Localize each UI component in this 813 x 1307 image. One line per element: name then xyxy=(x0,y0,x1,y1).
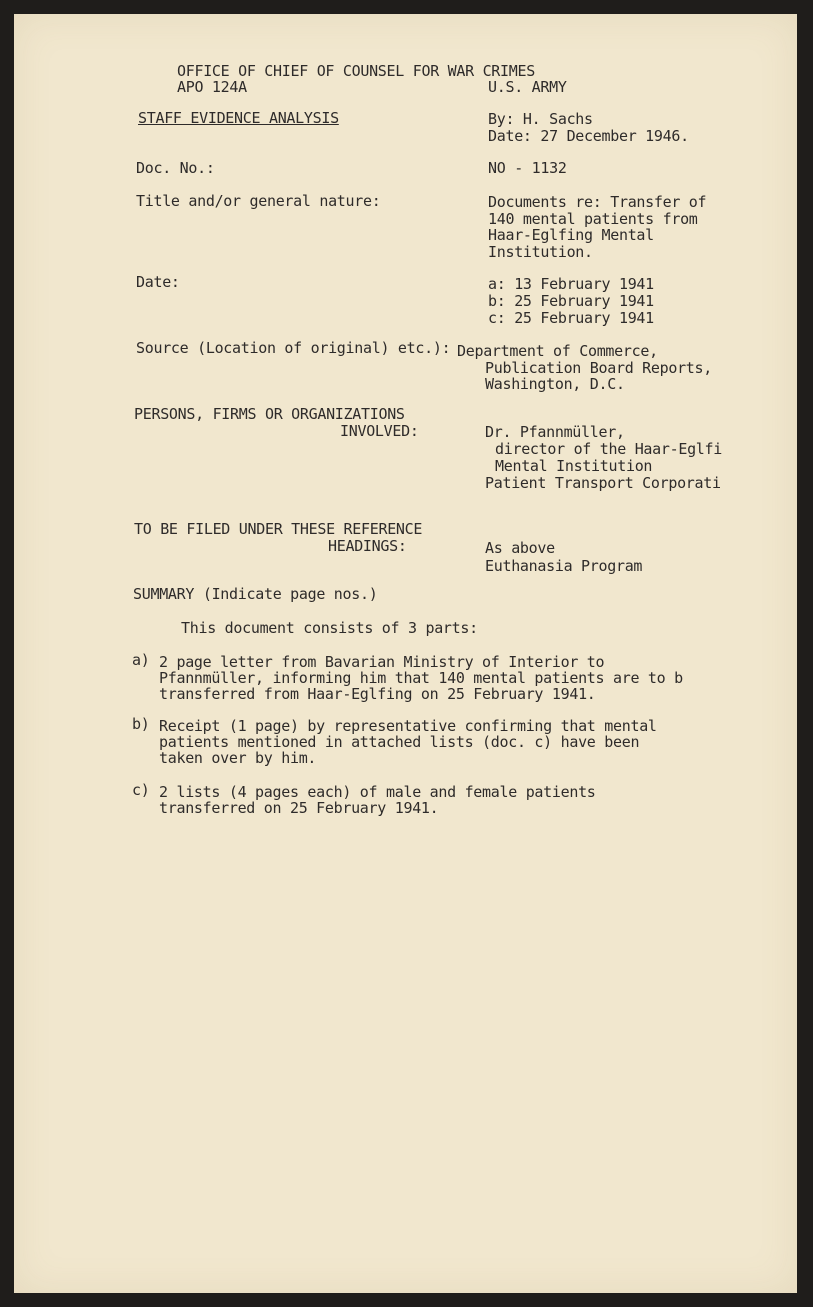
army-label: U.S. ARMY xyxy=(488,78,567,96)
date-value-a: a: 13 February 1941 xyxy=(488,275,654,293)
persons-value-line: Dr. Pfannmüller, xyxy=(485,423,625,441)
date-value-c: c: 25 February 1941 xyxy=(488,309,654,327)
date-label: Date: xyxy=(136,273,180,291)
filed-value-line: As above xyxy=(485,539,555,557)
source-value-line: Publication Board Reports, xyxy=(485,359,713,377)
doc-no-value: NO - 1132 xyxy=(488,159,567,177)
summary-item-marker: c) xyxy=(132,781,150,799)
title-label: Title and/or general nature: xyxy=(136,192,381,210)
summary-intro: This document consists of 3 parts: xyxy=(181,619,478,637)
title-value-line: Haar-Eglfing Mental xyxy=(488,226,654,244)
source-value-line: Washington, D.C. xyxy=(485,375,625,393)
office-heading: OFFICE OF CHIEF OF COUNSEL FOR WAR CRIMES xyxy=(177,62,535,80)
summary-item-line: Pfannmüller, informing him that 140 mental patients are to b xyxy=(159,669,683,687)
document-page xyxy=(14,14,797,1293)
date-value-b: b: 25 February 1941 xyxy=(488,292,654,310)
filed-value-line: Euthanasia Program xyxy=(485,557,643,575)
summary-item-marker: a) xyxy=(132,651,150,669)
source-label: Source (Location of original) etc.): xyxy=(136,339,451,357)
summary-heading: SUMMARY (Indicate page nos.) xyxy=(133,585,378,603)
persons-value-line: director of the Haar-Eglfi xyxy=(495,440,723,458)
title-value-line: Institution. xyxy=(488,243,593,261)
apo-number: APO 124A xyxy=(177,78,247,96)
analysis-author: By: H. Sachs xyxy=(488,110,593,128)
summary-item-line: Receipt (1 page) by representative confirming that mental xyxy=(159,717,657,735)
summary-item-line: transferred from Haar-Eglfing on 25 February 1941. xyxy=(159,685,596,703)
filed-label-headings: HEADINGS: xyxy=(328,537,407,555)
persons-value-line: Mental Institution xyxy=(495,457,653,475)
title-value-line: 140 mental patients from xyxy=(488,210,698,228)
summary-item-line: 2 lists (4 pages each) of male and female patients xyxy=(159,783,596,801)
filed-label: TO BE FILED UNDER THESE REFERENCE xyxy=(134,520,423,538)
analysis-title: STAFF EVIDENCE ANALYSIS xyxy=(138,109,339,127)
summary-item-marker: b) xyxy=(132,715,150,733)
summary-item-line: patients mentioned in attached lists (doc. c) have been xyxy=(159,733,640,751)
source-value-line: Department of Commerce, xyxy=(457,342,658,360)
doc-no-label: Doc. No.: xyxy=(136,159,215,177)
summary-item-line: transferred on 25 February 1941. xyxy=(159,799,439,817)
title-value-line: Documents re: Transfer of xyxy=(488,193,707,211)
persons-label: PERSONS, FIRMS OR ORGANIZATIONS xyxy=(134,405,405,423)
persons-label-involved: INVOLVED: xyxy=(340,422,419,440)
analysis-date: Date: 27 December 1946. xyxy=(488,127,689,145)
persons-value-line: Patient Transport Corporati xyxy=(485,474,721,492)
summary-item-line: 2 page letter from Bavarian Ministry of Interior to xyxy=(159,653,605,671)
summary-item-line: taken over by him. xyxy=(159,749,317,767)
